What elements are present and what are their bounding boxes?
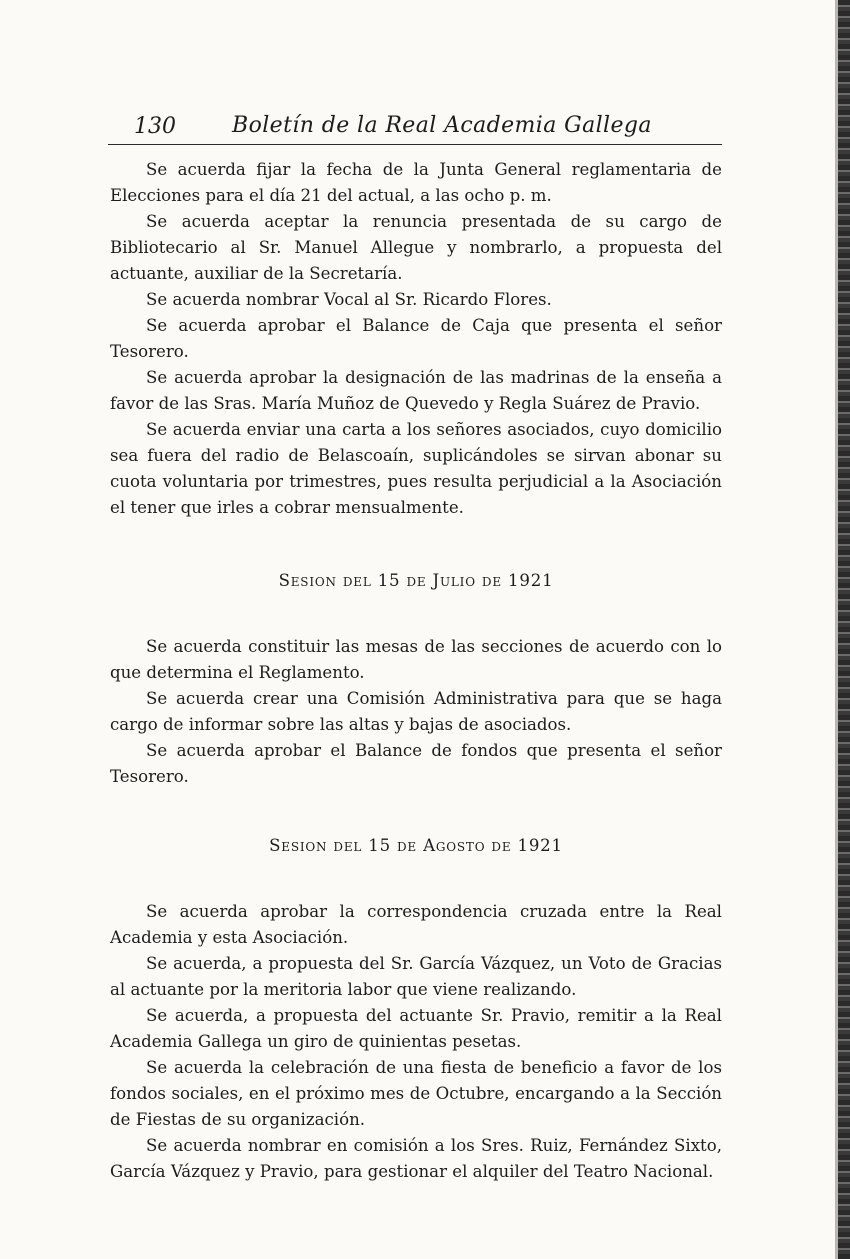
paragraph: Se acuerda aprobar la designación de las madrinas de la enseña a favor de las Sras. María Muñoz de Quevedo y Regla Suárez de Pravio. xyxy=(110,368,722,413)
paragraph: Se acuerda nombrar en comisión a los Sres. Ruiz, Fernández Sixto, García Vázquez y Pravio, para gestionar el alquiler del Teatro Nacional. xyxy=(110,1136,722,1181)
paragraph: Se acuerda, a propuesta del Sr. García Vázquez, un Voto de Gracias al actuante por la meritoria labor que viene realizando. xyxy=(110,954,722,999)
paragraph: Se acuerda crear una Comisión Administrativa para que se haga cargo de informar sobre las altas y bajas de asociados. xyxy=(110,689,722,734)
section-heading-august: Sesion del 15 de Agosto de 1921 xyxy=(269,836,563,855)
paragraph: Se acuerda aprobar el Balance de fondos que presenta el señor Tesorero. xyxy=(110,741,722,786)
page-body xyxy=(110,157,722,1185)
paragraph: Se acuerda constituir las mesas de las secciones de acuerdo con lo que determina el Reglamento. xyxy=(110,637,722,682)
paragraph: Se acuerda la celebración de una fiesta de beneficio a favor de los fondos sociales, en el próximo mes de Octubre, encargando a la Sección de Fiestas de su organización. xyxy=(110,1058,722,1129)
paragraph: Se acuerda, a propuesta del actuante Sr. Pravio, remitir a la Real Academia Gallega un giro de quinientas pesetas. xyxy=(110,1006,722,1051)
paragraph: Se acuerda nombrar Vocal al Sr. Ricardo Flores. xyxy=(146,290,552,309)
paragraph: Se acuerda fijar la fecha de la Junta General reglamentaria de Elecciones para el día 21 del actual, a las ocho p. m. xyxy=(110,160,722,205)
paragraph: Se acuerda aprobar la correspondencia cruzada entre la Real Academia y esta Asociación. xyxy=(110,902,722,947)
paragraph: Se acuerda aceptar la renuncia presentada de su cargo de Bibliotecario al Sr. Manuel Allegue y nombrarlo, a propuesta del actuante, auxiliar de la Secretaría. xyxy=(110,212,722,283)
section-heading-july: Sesion del 15 de Julio de 1921 xyxy=(278,571,554,590)
page-header xyxy=(108,108,722,145)
paragraph: Se acuerda enviar una carta a los señores asociados, cuyo domicilio sea fuera del radio de Belascoaín, suplicándoles se sirvan abonar su cuota voluntaria por trimestres, pues resulta perjudicial a la Asociación el tener que irles a cobrar mensualmente. xyxy=(110,420,722,517)
running-title: Boletín de la Real Academia Gallega xyxy=(232,113,652,138)
page-number: 130 xyxy=(134,114,176,139)
book-spine-edge xyxy=(838,0,850,1259)
paragraph: Se acuerda aprobar el Balance de Caja que presenta el señor Tesorero. xyxy=(110,316,722,361)
